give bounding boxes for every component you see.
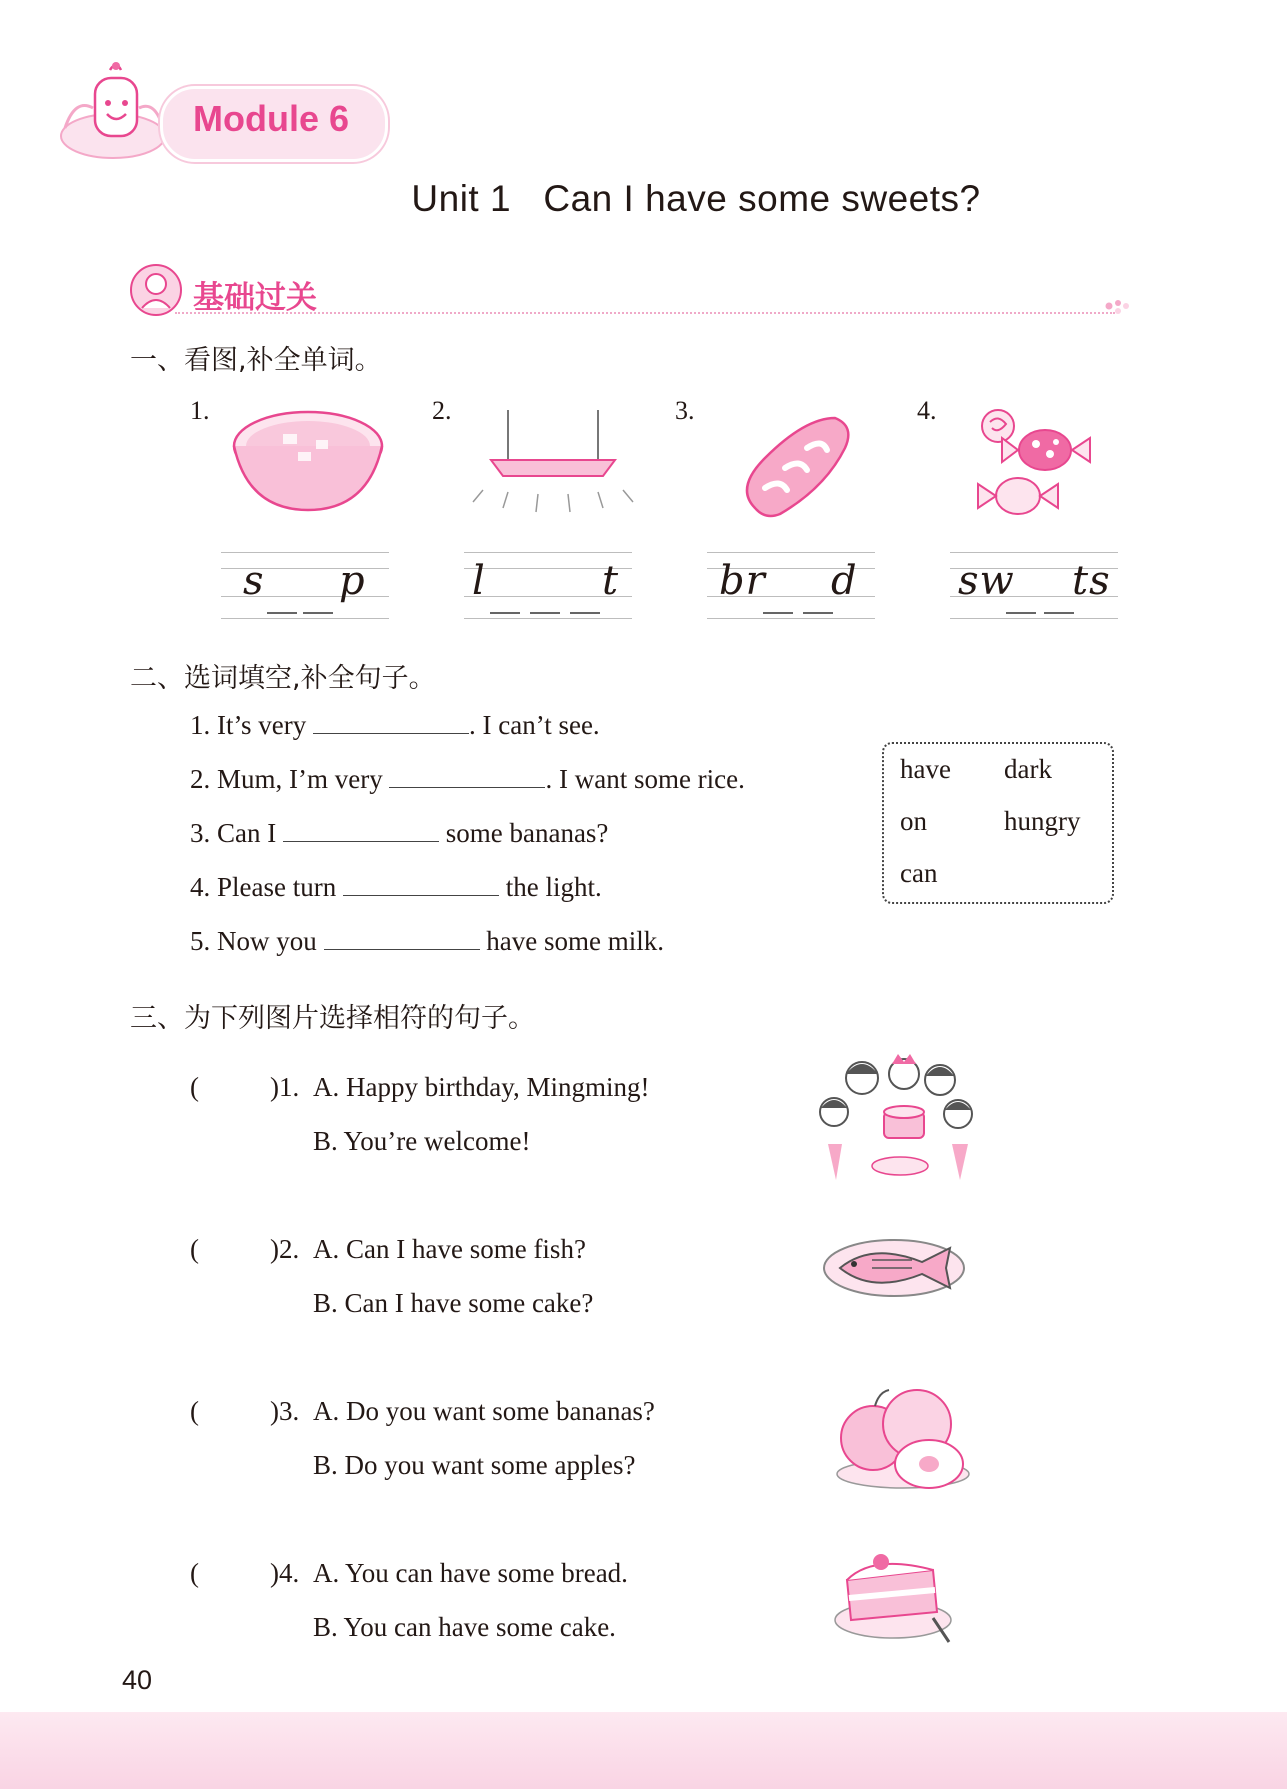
item4-number: 4. <box>917 396 937 425</box>
mascot-icon <box>55 58 175 163</box>
sentence-5-after: have some milk. <box>486 926 664 956</box>
sentence-2-blank[interactable] <box>389 765 545 788</box>
q3-number: )3. <box>270 1396 300 1426</box>
word3-end: d <box>831 558 858 604</box>
ceiling-light-icon <box>463 410 643 524</box>
word-box-word: on <box>900 806 927 836</box>
sentence-5-blank[interactable] <box>324 927 480 950</box>
word4-end: ts <box>1072 558 1111 604</box>
sentence-2-before: 2. Mum, I’m very <box>190 764 383 794</box>
section-icon <box>128 262 184 318</box>
dots-decoration-icon <box>1105 298 1129 318</box>
writing-line-3[interactable] <box>707 552 875 620</box>
word-box-word: have <box>900 754 951 784</box>
bread-loaf-icon <box>735 408 855 532</box>
item1-number: 1. <box>190 396 210 425</box>
answer-paren-2[interactable]: ( <box>190 1234 199 1264</box>
bowl-of-soup-icon <box>228 406 388 520</box>
word3-start: br <box>719 558 766 604</box>
word-box <box>882 742 1114 904</box>
q1-option-b: B. You’re welcome! <box>313 1126 531 1156</box>
sentence-1-after: . I can’t see. <box>468 710 600 740</box>
module-title: Module 6 <box>193 98 350 139</box>
q2-number: )2. <box>270 1234 300 1264</box>
fish-plate-icon <box>822 1232 972 1306</box>
item2-number: 2. <box>432 396 452 425</box>
q4-option-a: A. You can have some bread. <box>313 1558 628 1588</box>
cake-slice-icon <box>833 1540 963 1654</box>
word-box-word: can <box>900 858 938 888</box>
q3-option-b: B. Do you want some apples? <box>313 1450 636 1480</box>
sentence-4-after: the light. <box>505 872 602 902</box>
writing-line-2[interactable] <box>464 552 632 620</box>
part1-heading: 一、看图,补全单词。 <box>130 345 382 376</box>
q2-option-a: A. Can I have some fish? <box>313 1234 586 1264</box>
q4-option-b: B. You can have some cake. <box>313 1612 616 1642</box>
sentence-3-blank[interactable] <box>283 819 439 842</box>
unit-title: Unit 1 Can I have some sweets? <box>411 178 981 219</box>
q1-number: )1. <box>270 1072 300 1102</box>
sentence-3-after: some bananas? <box>445 818 609 848</box>
q1-option-a: A. Happy birthday, Mingming! <box>313 1072 650 1102</box>
sweets-icon <box>970 404 1100 530</box>
q2-option-b: B. Can I have some cake? <box>313 1288 594 1318</box>
part2-heading: 二、选词填空,补全句子。 <box>130 663 436 694</box>
sentence-1 <box>190 710 600 741</box>
word1-end: p <box>339 558 366 604</box>
footer-band <box>0 1712 1287 1789</box>
sentence-4 <box>190 872 602 903</box>
writing-line-1[interactable] <box>221 552 389 620</box>
answer-paren-1[interactable]: ( <box>190 1072 199 1102</box>
section-title: 基础过关 <box>193 280 317 316</box>
q4-number: )4. <box>270 1558 300 1588</box>
part3-heading: 三、为下列图片选择相符的句子。 <box>130 1003 535 1034</box>
sentence-1-before: 1. It’s very <box>190 710 307 740</box>
word4-start: sw <box>958 558 1015 604</box>
item3-number: 3. <box>675 396 695 425</box>
word2-end: t <box>602 558 620 604</box>
section-divider <box>175 312 1115 314</box>
sentence-3-before: 3. Can I <box>190 818 277 848</box>
page-number: 40 <box>122 1665 153 1695</box>
sentence-5 <box>190 926 664 957</box>
sentence-4-before: 4. Please turn <box>190 872 337 902</box>
word1-start: s <box>243 558 265 604</box>
sentence-4-blank[interactable] <box>343 873 499 896</box>
sentence-2-after: . I want some rice. <box>545 764 745 794</box>
birthday-party-icon <box>812 1052 982 1192</box>
answer-paren-4[interactable]: ( <box>190 1558 199 1588</box>
apples-icon <box>833 1382 973 1498</box>
word2-start: l <box>472 558 486 604</box>
sentence-1-blank[interactable] <box>313 711 469 734</box>
sentence-5-before: 5. Now you <box>190 926 317 956</box>
word-box-word: dark <box>1004 754 1052 784</box>
sentence-3 <box>190 818 608 849</box>
writing-line-4[interactable] <box>950 552 1118 620</box>
answer-paren-3[interactable]: ( <box>190 1396 199 1426</box>
word-box-word: hungry <box>1004 806 1081 836</box>
q3-option-a: A. Do you want some bananas? <box>313 1396 655 1426</box>
sentence-2 <box>190 764 745 795</box>
